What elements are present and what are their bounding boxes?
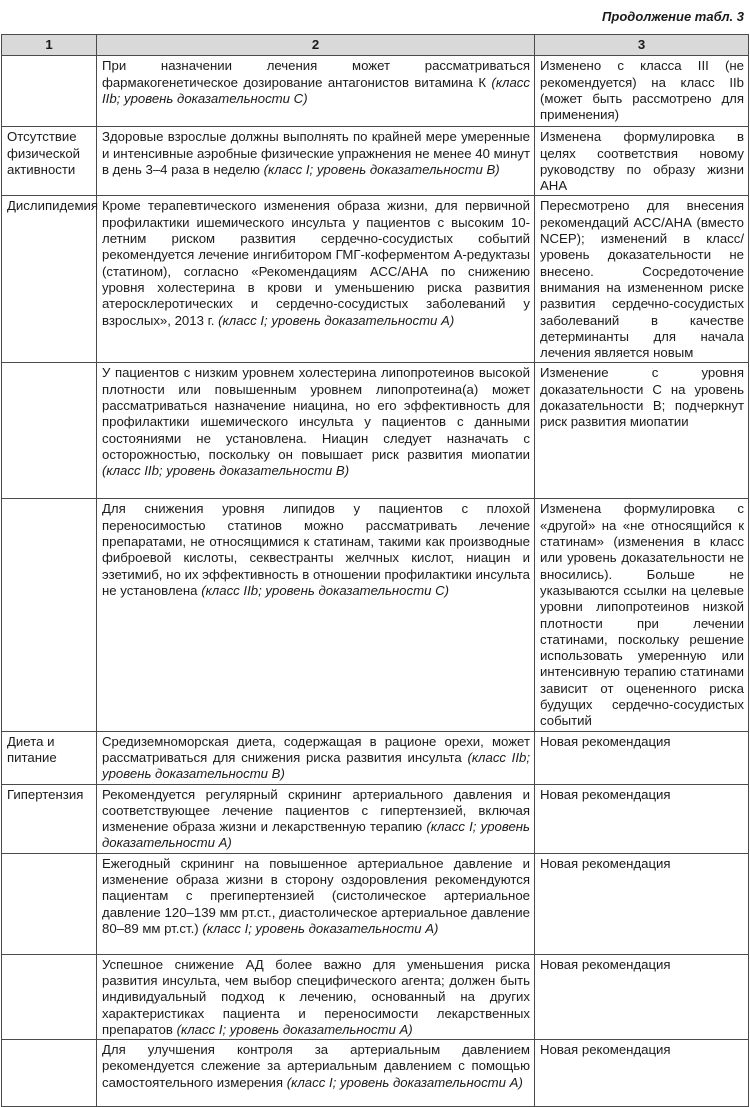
- recommendation-text: Для снижения уровня липидов у пациентов с плохой переносимостью статинов можно рассматривать лечение препаратами, не относящимися к статинам, такими как производные фиброевой кислоты, секвестранты желчных кислот, ниацин и эзетимиб, но их эффективность в отношении профилактики инсульта не установлена: [102, 501, 530, 598]
- recommendation-cell: [97, 499, 535, 731]
- factor-cell: Дислипидемия: [2, 196, 97, 363]
- factor-cell: Диета и питание: [2, 731, 97, 784]
- column-header-1: 1: [2, 35, 97, 56]
- table-row: [2, 853, 749, 954]
- recommendation-text: Ежегодный скрининг на повышенное артериальное давление и изменение образа жизни в сторону оздоровления рекомендуются пациентам с прегипертензией (систолическое артериальное давление 120–139 мм рт.ст., диастолическое артериальное давление 80–89 мм рт.ст.): [102, 855, 530, 936]
- factor-cell: [2, 853, 97, 954]
- comment-cell: Новая рекомендация: [535, 954, 749, 1039]
- table-row: [2, 127, 749, 196]
- evidence-level: (класс IIb; уровень доказательности С): [102, 74, 530, 106]
- comment-cell: Изменена формулировка в целях соответствия новому руководству по образу жизни АНА: [535, 127, 749, 196]
- recommendation-text: У пациентов с низким уровнем холестерина липопротеинов высокой плотности или повышенным уровнем липопротеина(а) может рассматриваться назначение ниацина, но его эффективность для профилактики ишемического инсульта у пациентов с данными состояниями не установлена. Ниацин следует назначать с осторожностью, поскольку он повышает риск развития миопатии: [102, 365, 530, 462]
- table-row: [2, 196, 749, 363]
- evidence-level: (класс IIb; уровень доказательности В): [102, 749, 531, 782]
- evidence-level: (класс IIb; уровень доказательности С): [201, 582, 450, 598]
- recommendation-cell: [97, 731, 535, 784]
- factor-cell: [2, 56, 97, 127]
- recommendations-table: [1, 34, 749, 1107]
- comment-cell: Новая рекомендация: [535, 1040, 749, 1107]
- table-row: [2, 1040, 749, 1107]
- table-row: [2, 56, 749, 127]
- recommendation-text: Средиземноморская диета, содержащая в рационе орехи, может рассматриваться для снижения риска развития инсульта: [102, 733, 530, 765]
- factor-cell: [2, 954, 97, 1039]
- evidence-level: (класс I; уровень доказательности А): [202, 920, 439, 936]
- table-row: [2, 784, 749, 853]
- recommendation-cell: [97, 954, 535, 1039]
- recommendation-text: При назначении лечения может рассматриваться фармакогенетическое дозирование антагонистов витамина К: [102, 58, 530, 90]
- recommendation-text: Рекомендуется регулярный скрининг артериального давления и соответствующее лечение пациентов с гипертензией, включая изменение образа жизни и лекарственную терапию: [102, 786, 530, 835]
- comment-cell: Изменена формулировка с «другой» на «не относящийся к статинам» (изменения в класс или уровень доказательности не вносились). Больше не указываются ссылки на целевые уровни липопротеинов низкой плотности при лечении статинами, поскольку решение использовать умеренную или интенсивную терапию статинами зависит от оцененного риска будущих сердечно-сосудистых событий: [535, 499, 749, 731]
- evidence-level: (класс I; уровень доказательности А): [102, 819, 530, 851]
- recommendation-cell: [97, 363, 535, 499]
- recommendation-cell: [97, 853, 535, 954]
- factor-cell: [2, 499, 97, 731]
- header-row: [2, 35, 749, 56]
- comment-cell: Новая рекомендация: [535, 731, 749, 784]
- evidence-level: (класс I; уровень доказательности А): [286, 1074, 523, 1090]
- comment-cell: Изменение с уровня доказательности С на уровень доказательности В; подчеркнут риск развития миопатии: [535, 363, 749, 499]
- comment-cell: Новая рекомендация: [535, 853, 749, 954]
- comment-cell: Новая рекомендация: [535, 784, 749, 853]
- table-row: [2, 731, 749, 784]
- recommendation-cell: [97, 1040, 535, 1107]
- table-row: [2, 954, 749, 1039]
- column-header-2: 2: [97, 35, 535, 56]
- recommendation-cell: [97, 196, 535, 363]
- evidence-level: (класс I; уровень доказательности А): [218, 312, 455, 328]
- column-header-3: 3: [535, 35, 749, 56]
- evidence-level: (класс IIb; уровень доказательности В): [102, 463, 350, 479]
- evidence-level: (класс I; уровень доказательности А): [176, 1021, 413, 1037]
- recommendation-text: Для улучшения контроля за артериальным давлением рекомендуется слежение за артериальным давлением с помощью самостоятельного измерения: [102, 1042, 530, 1090]
- evidence-level: (класс I; уровень доказательности В): [263, 161, 500, 177]
- recommendation-cell: [97, 56, 535, 127]
- recommendation-cell: [97, 784, 535, 853]
- factor-cell: [2, 1040, 97, 1107]
- comment-cell: Пересмотрено для внесения рекомендаций АСС/АНА (вместо NCEP); изменений в класс/уровень доказательности не внесено. Сосредоточение внимания на измененном риске развития сердечно-сосудистых заболеваний в качестве детерминанты для начала лечения является новым: [535, 196, 749, 363]
- recommendation-cell: [97, 127, 535, 196]
- comment-cell: Изменено с класса III (не рекомендуется) на класс IIb (может быть рассмотрено для применения): [535, 56, 749, 127]
- table-caption: Продолжение табл. 3: [602, 9, 744, 24]
- recommendation-text: Здоровые взрослые должны выполнять по крайней мере умеренные и интенсивные аэробные физические упражнения не менее 40 минут в день 3–4 раза в неделю: [102, 129, 530, 177]
- table-row: [2, 363, 749, 499]
- recommendation-text: Кроме терапевтического изменения образа жизни, для первичной профилактики ишемического инсульта у пациентов с высоким 10-летним риском развития сердечно-сосудистых событий рекомендуется лечение ингибитором ГМГ-коферментом А-редуктазы (статином), согласно «Рекомендациям АСС/АНА по снижению уровня холестерина в крови и уменьшению риска развития атеросклеротических и сердечно-сосудистых заболеваний у взрослых», 2013 г.: [102, 198, 530, 328]
- factor-cell: Гипертензия: [2, 784, 97, 853]
- table-row: [2, 499, 749, 731]
- factor-cell: [2, 363, 97, 499]
- factor-cell: Отсутствие физической активности: [2, 127, 97, 196]
- recommendation-text: Успешное снижение АД более важно для уменьшения риска развития инсульта, чем выбор специфического агента; должен быть индивидуальный подход к лечению, основанный на других характеристиках пациента и переносимости лекарственных препаратов: [102, 956, 530, 1037]
